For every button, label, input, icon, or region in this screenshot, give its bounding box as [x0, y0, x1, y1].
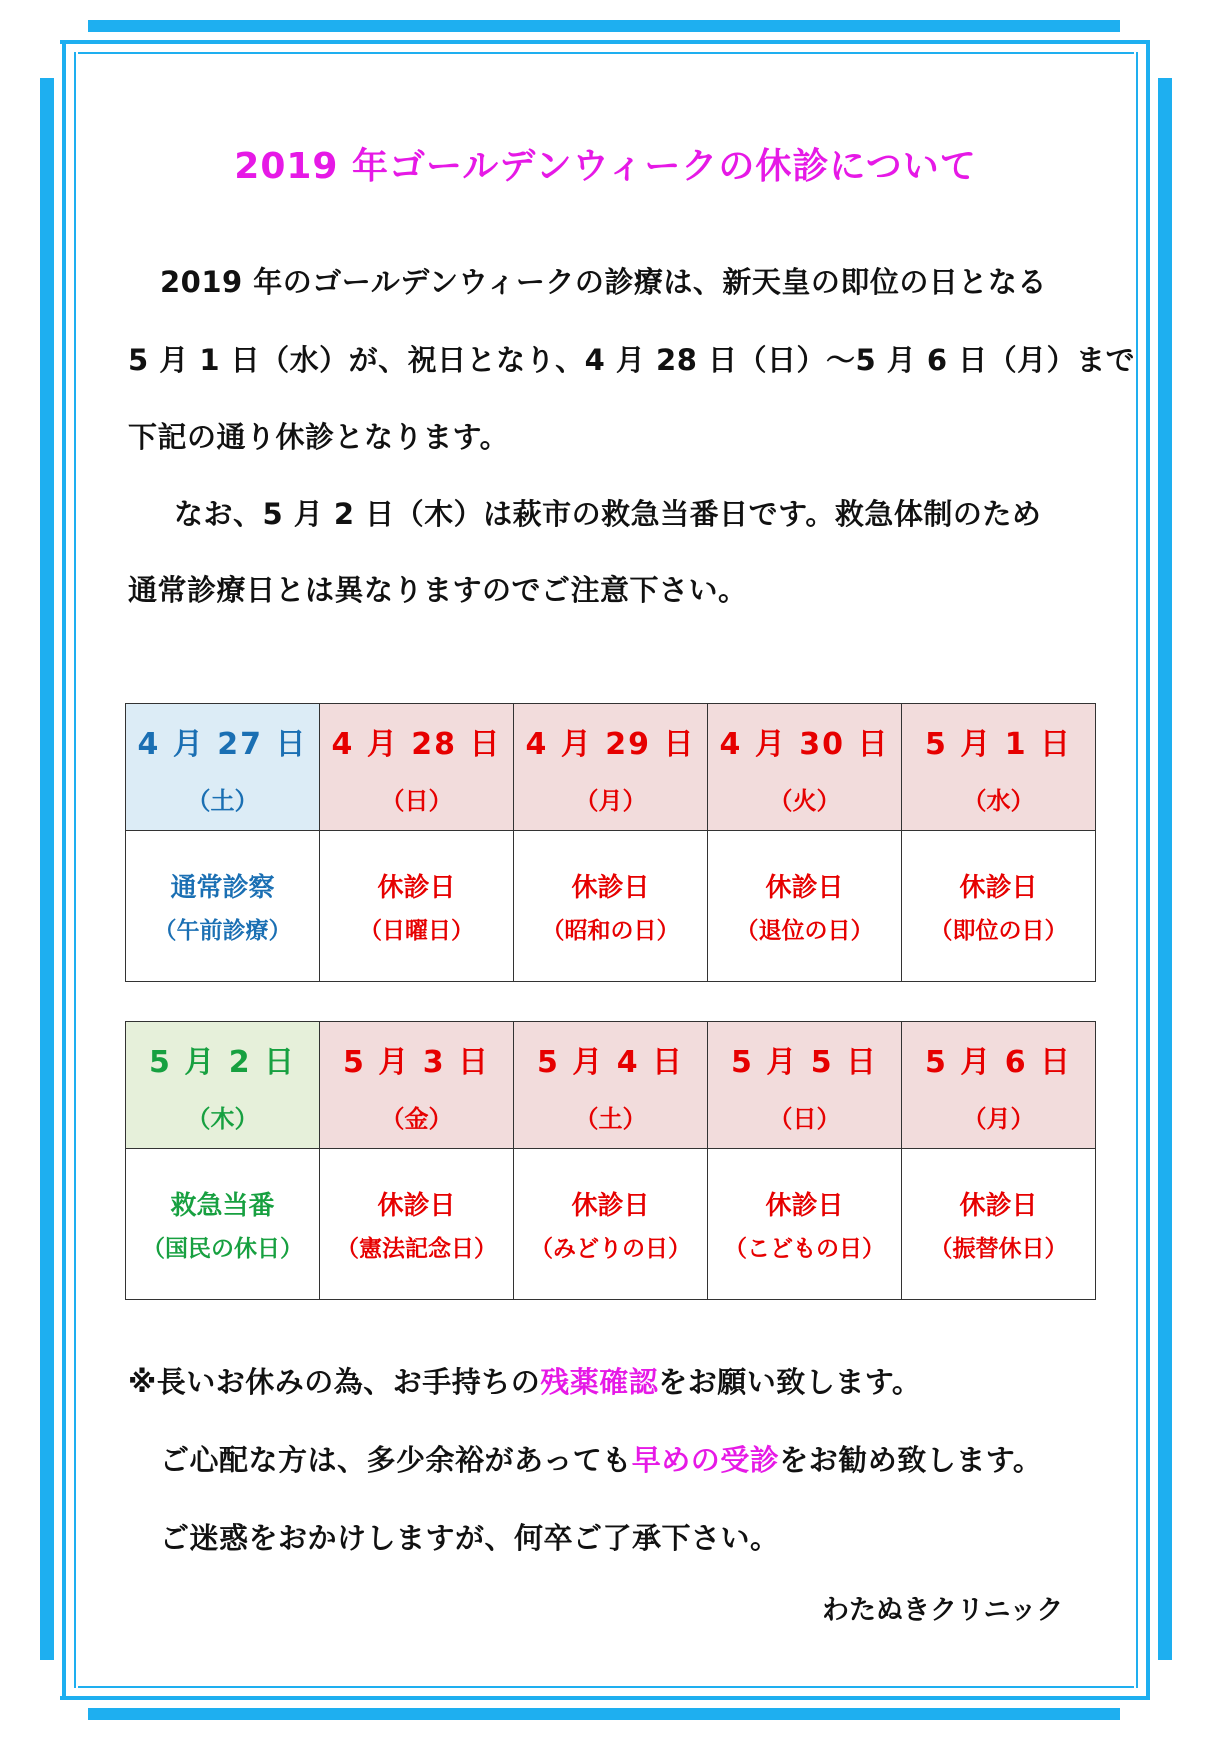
status-cell: [514, 1149, 708, 1300]
weekday-label: （水）: [962, 786, 1035, 815]
weekday-label: （土）: [186, 786, 259, 815]
status-cell: [126, 1149, 320, 1300]
note-line-2: [160, 1438, 1042, 1479]
date-cell: [514, 1022, 708, 1149]
note-1-highlight: 残薬確認: [540, 1365, 659, 1399]
clinic-signature: わたぬきクリニック: [822, 1595, 1064, 1626]
date-cell: [902, 1022, 1096, 1149]
holiday-note: （憲法記念日）: [336, 1236, 497, 1262]
intro-line-3: 下記の通り休診となります。: [128, 420, 510, 454]
holiday-note: （みどりの日）: [530, 1236, 691, 1262]
date-label: 4 月 29 日: [525, 726, 696, 762]
date-cell: [126, 1022, 320, 1149]
weekday-label: （日）: [768, 1104, 841, 1133]
date-label: 5 月 1 日: [924, 726, 1073, 762]
date-cell: [320, 1022, 514, 1149]
date-label: 5 月 3 日: [342, 1044, 491, 1080]
weekday-label: （土）: [574, 1104, 647, 1133]
note-line-3: ご迷惑をおかけしますが、何卒ご了承下さい。: [160, 1521, 780, 1555]
page-title: 2019 年ゴールデンウィークの休診について: [234, 146, 977, 187]
weekday-label: （金）: [380, 1104, 453, 1133]
holiday-note: （午前診療）: [153, 918, 292, 944]
date-label: 5 月 4 日: [536, 1044, 685, 1080]
weekday-label: （月）: [574, 786, 647, 815]
status-cell: [320, 1149, 514, 1300]
date-cell: [514, 704, 708, 831]
note-1-text-a: ※長いお休みの為、お手持ちの: [128, 1365, 541, 1399]
weekday-label: （火）: [768, 786, 841, 815]
date-label: 4 月 28 日: [331, 726, 502, 762]
status-label: 休診日: [571, 873, 650, 903]
status-cell: [902, 1149, 1096, 1300]
intro-line-1: 2019 年のゴールデンウィークの診療は、新天皇の即位の日となる: [160, 265, 1047, 299]
note-2-text-a: ご心配な方は、多少余裕があっても: [160, 1443, 632, 1477]
holiday-note: （退位の日）: [735, 918, 874, 944]
status-label: 休診日: [571, 1191, 650, 1221]
note-2-highlight: 早めの受診: [631, 1443, 780, 1477]
date-cell: [708, 704, 902, 831]
status-cell: [126, 831, 320, 982]
calendar-week-1: [125, 703, 1096, 982]
status-label: 休診日: [959, 873, 1038, 903]
holiday-note: （即位の日）: [929, 918, 1068, 944]
status-cell: [902, 831, 1096, 982]
holiday-note: （こどもの日）: [724, 1236, 885, 1262]
note-line-1: [128, 1360, 921, 1401]
status-label: 救急当番: [170, 1191, 275, 1221]
holiday-note: （国民の休日）: [142, 1236, 303, 1262]
date-cell: [902, 704, 1096, 831]
weekday-label: （木）: [186, 1104, 259, 1133]
intro-line-2: 5 月 1 日（水）が、祝日となり、4 月 28 日（日）～5 月 6 日（月）まで: [128, 343, 1136, 377]
status-label: 通常診察: [170, 873, 275, 903]
note-2-text-b: をお勧め致します。: [779, 1443, 1043, 1477]
date-label: 5 月 2 日: [148, 1044, 297, 1080]
date-label: 5 月 5 日: [730, 1044, 879, 1080]
holiday-note: （振替休日）: [929, 1236, 1068, 1262]
date-cell: [708, 1022, 902, 1149]
status-label: 休診日: [377, 873, 456, 903]
note-1-text-b: をお願い致します。: [658, 1365, 922, 1399]
date-cell: [126, 704, 320, 831]
status-label: 休診日: [377, 1191, 456, 1221]
calendar-week-2: [125, 1021, 1096, 1300]
holiday-note: （昭和の日）: [541, 918, 680, 944]
date-label: 4 月 27 日: [137, 726, 308, 762]
status-cell: [320, 831, 514, 982]
status-label: 休診日: [765, 873, 844, 903]
intro-line-5: 通常診療日とは異なりますのでご注意下さい。: [128, 573, 748, 607]
status-cell: [708, 831, 902, 982]
status-label: 休診日: [959, 1191, 1038, 1221]
holiday-note: （日曜日）: [359, 918, 474, 944]
status-cell: [514, 831, 708, 982]
status-label: 休診日: [765, 1191, 844, 1221]
date-cell: [320, 704, 514, 831]
status-cell: [708, 1149, 902, 1300]
weekday-label: （日）: [380, 786, 453, 815]
intro-line-4: なお、5 月 2 日（木）は萩市の救急当番日です。救急体制のため: [174, 497, 1042, 531]
weekday-label: （月）: [962, 1104, 1035, 1133]
date-label: 5 月 6 日: [924, 1044, 1073, 1080]
date-label: 4 月 30 日: [719, 726, 890, 762]
